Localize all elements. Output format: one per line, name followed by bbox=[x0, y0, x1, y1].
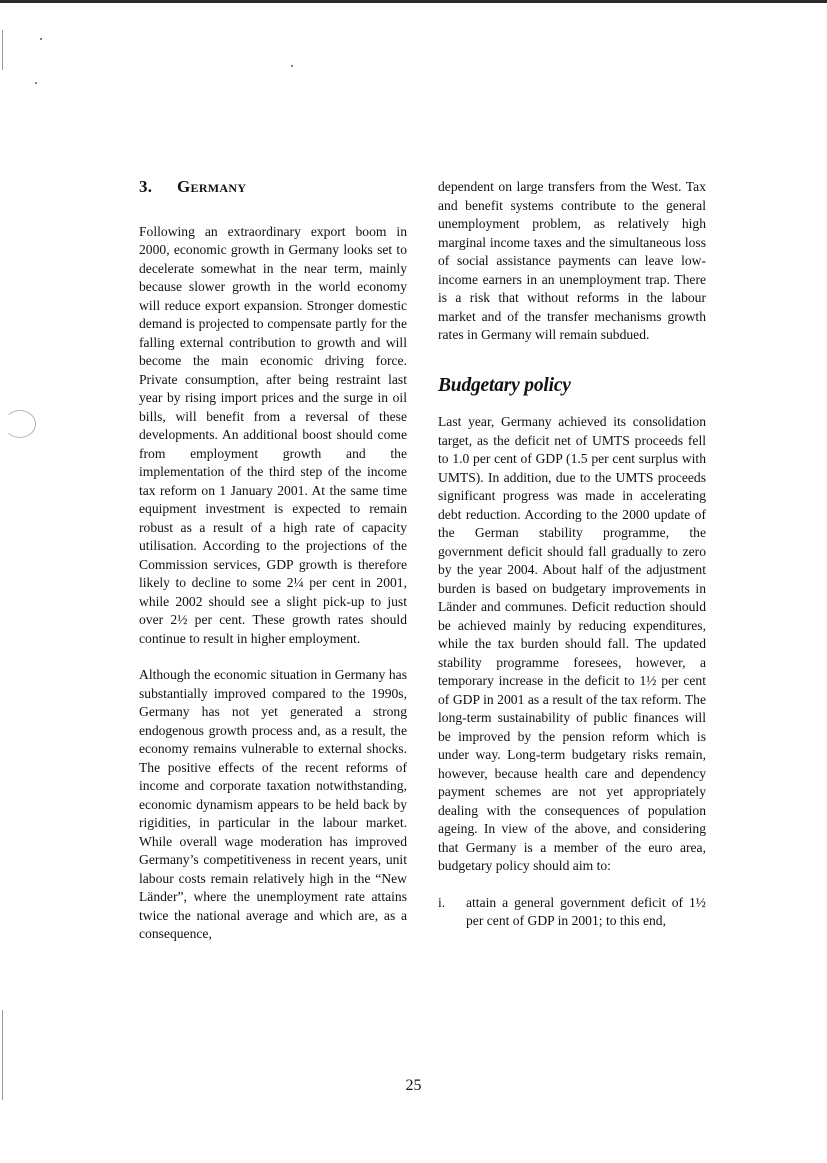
right-column bbox=[438, 178, 706, 931]
paragraph-continuation: dependent on large transfers from the West. Tax and benefit systems contribute to the general unemployment problem, as relatively high marginal income taxes and the simultaneous loss of social assistance payments can leave low-income earners in an unemployment trap. There is a risk that without reforms in the labour market and of the transfer mechanisms growth rates in Germany will remain subdued. bbox=[438, 179, 706, 342]
scan-edge-mark bbox=[2, 30, 3, 70]
scan-top-border bbox=[0, 0, 827, 3]
list-item bbox=[438, 894, 706, 931]
scan-speck bbox=[35, 82, 37, 84]
section-heading bbox=[139, 178, 407, 197]
subheading-budgetary-policy: Budgetary policy bbox=[438, 374, 571, 396]
paragraph-economic-outlook: Following an extraordinary export boom in 2000, economic growth in Germany looks set to decelerate somewhat in the near term, mainly because slower growth in the world economy will reduce export expansion. Stronger domestic demand is projected to compensate partly for the falling external contribution to growth and will become the main economic driving force. Private consumption, after being restraint last year by rising import prices and the surge in oil bills, will benefit from a reversal of these developments. An additional boost should come from employment growth and the implementation of the third step of the income tax reform on 1 January 2001. At the same time equipment investment is expected to remain robust as a result of a high rate of capacity utilisation. According to the projections of the Commission services, GDP growth is therefore likely to decline to some 2¼ per cent in 2001, while 2002 should see a slight pick-up to just over 2½ per cent. These growth rates should continue to result in higher employment. bbox=[139, 223, 407, 646]
punch-hole-mark bbox=[4, 410, 36, 438]
section-number: 3. bbox=[139, 177, 153, 196]
list-item-text: attain a general government deficit of 1½ per cent of GDP in 2001; to this end, bbox=[466, 894, 706, 928]
paragraph-structural-issues: Although the economic situation in Germany has substantially improved compared to the 1990s, Germany has not yet generated a strong endogenous growth process and, as a result, the economy remains vulnerable to external shocks. The positive effects of the recent reforms of income and corporate taxation notwithstanding, economic dynamism appears to be held back by rigidities, in particular in the labour market. While overall wage moderation has improved Germany’s competitiveness in recent years, unit labour costs remain relatively high in the “New Länder”, where the unemployment rate attains twice the national average and which are, as a consequence, bbox=[139, 667, 407, 941]
left-column bbox=[139, 178, 407, 944]
page-number: 25 bbox=[405, 1077, 422, 1094]
scan-speck bbox=[291, 65, 293, 67]
section-title: Germany bbox=[177, 177, 247, 196]
scan-speck bbox=[40, 38, 42, 40]
list-marker: i. bbox=[438, 894, 446, 910]
paragraph-budgetary-policy: Last year, Germany achieved its consolidation target, as the deficit net of UMTS proceeds fell to 1.0 per cent of GDP (1.5 per cent surplus with UMTS). In addition, due to the UMTS proceeds significant progress was made in accelerating debt reduction. According to the 2000 update of the German stability programme, the government deficit should fall gradually to zero by the year 2004. About half of the adjustment burden is based on budgetary improvements in Länder and communes. Deficit reduction should be achieved mainly by reducing expenditures, while the tax burden should fall. The updated stability programme foresees, however, a temporary increase in the deficit to 1½ per cent of GDP in 2001 as a result of the tax reform. The long-term sustainability of public finances will be improved by the pension reform which is under way. Long-term budgetary risks remain, however, because health care and dependency payment schemes are not yet appropriately dealing with the consequences of population ageing. In view of the above, and considering that Germany is a member of the euro area, budgetary policy should aim to: bbox=[438, 414, 706, 873]
